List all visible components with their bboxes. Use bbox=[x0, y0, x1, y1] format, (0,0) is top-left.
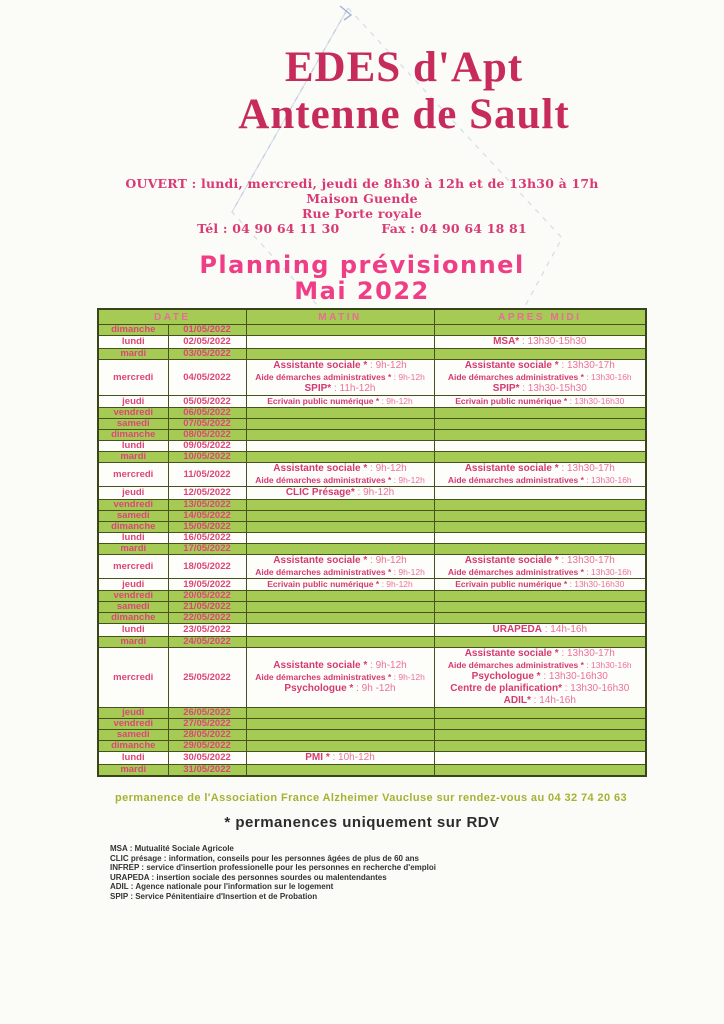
schedule-entry: PMI * : 10h-12h bbox=[305, 752, 375, 763]
header-matin: MATIN bbox=[246, 309, 434, 325]
schedule-entry: CLIC Présage* : 9h-12h bbox=[285, 487, 395, 498]
cell-day: mardi bbox=[98, 765, 168, 777]
cell-day: vendredi bbox=[98, 408, 168, 419]
schedule-entry: ADIL* : 14h-16h bbox=[503, 695, 576, 706]
planning-row bbox=[98, 452, 646, 463]
schedule-entry: Assistante sociale * : 9h-12h bbox=[273, 555, 407, 566]
schedule-entry: Aide démarches administratives * : 9h-12h bbox=[255, 475, 425, 485]
cell-matin bbox=[246, 408, 434, 419]
cell-date: 18/05/2022 bbox=[168, 555, 246, 579]
schedule-entry: MSA* : 13h30-15h30 bbox=[493, 336, 587, 347]
schedule-entry: Aide démarches administratives * : 9h-12h bbox=[255, 372, 425, 382]
cell-apres-midi bbox=[434, 396, 646, 408]
cell-matin bbox=[246, 741, 434, 752]
planning-row bbox=[98, 419, 646, 430]
planning-row bbox=[98, 741, 646, 752]
planning-table-body bbox=[98, 325, 646, 777]
cell-day: mercredi bbox=[98, 360, 168, 396]
cell-apres-midi bbox=[434, 544, 646, 555]
schedule-entry: URAPEDA : 14h-16h bbox=[492, 624, 588, 635]
schedule-entry: Centre de planification* : 13h30-16h30 bbox=[450, 683, 630, 694]
cell-matin bbox=[246, 360, 434, 396]
planning-row bbox=[98, 730, 646, 741]
cell-date: 23/05/2022 bbox=[168, 624, 246, 637]
cell-apres-midi bbox=[434, 613, 646, 624]
cell-day: lundi bbox=[98, 336, 168, 349]
schedule-entry: Ecrivain public numérique * : 9h-12h bbox=[267, 396, 413, 406]
cell-apres-midi bbox=[434, 522, 646, 533]
cell-apres-midi bbox=[434, 730, 646, 741]
header-date: DATE bbox=[98, 309, 246, 325]
schedule-entry: Aide démarches administratives * : 9h-12h bbox=[255, 567, 425, 577]
planning-row bbox=[98, 349, 646, 360]
planning-table bbox=[97, 308, 647, 777]
cell-day: dimanche bbox=[98, 613, 168, 624]
cell-apres-midi bbox=[434, 765, 646, 777]
planning-row bbox=[98, 487, 646, 500]
cell-date: 01/05/2022 bbox=[168, 325, 246, 336]
cell-date: 09/05/2022 bbox=[168, 441, 246, 452]
planning-row bbox=[98, 463, 646, 487]
cell-apres-midi bbox=[434, 637, 646, 648]
cell-matin bbox=[246, 533, 434, 544]
cell-day: mercredi bbox=[98, 463, 168, 487]
schedule-entry: Aide démarches administratives * : 13h30-16h bbox=[447, 475, 632, 485]
planning-row bbox=[98, 602, 646, 613]
planning-row bbox=[98, 752, 646, 765]
cell-apres-midi bbox=[434, 579, 646, 591]
planning-row bbox=[98, 360, 646, 396]
cell-day: mardi bbox=[98, 349, 168, 360]
cell-apres-midi bbox=[434, 441, 646, 452]
cell-apres-midi bbox=[434, 500, 646, 511]
cell-day: mardi bbox=[98, 544, 168, 555]
cell-date: 15/05/2022 bbox=[168, 522, 246, 533]
schedule-entry: Assistante sociale * : 9h-12h bbox=[273, 360, 407, 371]
planning-row bbox=[98, 765, 646, 777]
cell-matin bbox=[246, 396, 434, 408]
planning-row bbox=[98, 336, 646, 349]
cell-apres-midi bbox=[434, 325, 646, 336]
cell-day: samedi bbox=[98, 730, 168, 741]
planning-row bbox=[98, 719, 646, 730]
cell-date: 17/05/2022 bbox=[168, 544, 246, 555]
schedule-entry: Ecrivain public numérique * : 9h-12h bbox=[267, 579, 413, 589]
cell-matin bbox=[246, 648, 434, 708]
cell-matin bbox=[246, 730, 434, 741]
opening-info bbox=[0, 176, 724, 236]
schedule-entry: SPIP* : 11h-12h bbox=[304, 383, 376, 394]
cell-matin bbox=[246, 522, 434, 533]
header-apres-midi: APRES MIDI bbox=[434, 309, 646, 325]
schedule-entry: Aide démarches administratives * : 13h30-16h bbox=[447, 372, 632, 382]
planning-row bbox=[98, 613, 646, 624]
legend-item: ADIL : Agence nationale pour l'information sur le logement bbox=[110, 882, 334, 891]
cell-day: lundi bbox=[98, 752, 168, 765]
title-line-1: EDES d'Apt bbox=[284, 44, 524, 91]
contact-line bbox=[0, 221, 724, 236]
cell-day: mercredi bbox=[98, 648, 168, 708]
cell-day: dimanche bbox=[98, 430, 168, 441]
cell-apres-midi bbox=[434, 452, 646, 463]
cell-day: mercredi bbox=[98, 555, 168, 579]
legend-item: MSA : Mutualité Sociale Agricole bbox=[110, 844, 234, 853]
planning-row bbox=[98, 579, 646, 591]
cell-apres-midi bbox=[434, 648, 646, 708]
cell-date: 30/05/2022 bbox=[168, 752, 246, 765]
schedule-entry: Assistante sociale * : 13h30-17h bbox=[464, 360, 615, 371]
cell-matin bbox=[246, 430, 434, 441]
cell-day: jeudi bbox=[98, 487, 168, 500]
address-line-1: Maison Guende bbox=[306, 191, 418, 206]
planning-row bbox=[98, 555, 646, 579]
planning-row bbox=[98, 396, 646, 408]
cell-apres-midi bbox=[434, 752, 646, 765]
planning-row bbox=[98, 430, 646, 441]
cell-matin bbox=[246, 719, 434, 730]
cell-matin bbox=[246, 613, 434, 624]
cell-matin bbox=[246, 579, 434, 591]
cell-matin bbox=[246, 463, 434, 487]
planning-row bbox=[98, 325, 646, 336]
schedule-entry: Aide démarches administratives * : 13h30-16h bbox=[447, 567, 632, 577]
cell-matin bbox=[246, 752, 434, 765]
schedule-entry: Psychologue * : 13h30-16h30 bbox=[471, 671, 608, 682]
cell-apres-midi bbox=[434, 741, 646, 752]
planning-row bbox=[98, 624, 646, 637]
cell-date: 24/05/2022 bbox=[168, 637, 246, 648]
cell-date: 14/05/2022 bbox=[168, 511, 246, 522]
schedule-entry: Assistante sociale * : 13h30-17h bbox=[464, 648, 615, 659]
planning-title: Planning prévisionnel bbox=[199, 251, 525, 279]
schedule-entry: Aide démarches administratives * : 9h-12h bbox=[255, 672, 425, 682]
cell-day: samedi bbox=[98, 511, 168, 522]
planning-row bbox=[98, 637, 646, 648]
cell-date: 25/05/2022 bbox=[168, 648, 246, 708]
address-line-2: Rue Porte royale bbox=[301, 206, 423, 221]
opening-hours: OUVERT : lundi, mercredi, jeudi de 8h30 à 12h et de 13h30 à 17h bbox=[125, 176, 599, 191]
planning-title-block bbox=[0, 252, 724, 304]
planning-row bbox=[98, 708, 646, 719]
cell-apres-midi bbox=[434, 430, 646, 441]
cell-date: 20/05/2022 bbox=[168, 591, 246, 602]
cell-date: 06/05/2022 bbox=[168, 408, 246, 419]
table-header-row bbox=[98, 309, 646, 325]
cell-matin bbox=[246, 511, 434, 522]
cell-day: jeudi bbox=[98, 708, 168, 719]
cell-matin bbox=[246, 708, 434, 719]
cell-date: 12/05/2022 bbox=[168, 487, 246, 500]
schedule-entry: Assistante sociale * : 13h30-17h bbox=[464, 463, 615, 474]
cell-matin bbox=[246, 336, 434, 349]
cell-day: dimanche bbox=[98, 741, 168, 752]
cell-day: vendredi bbox=[98, 500, 168, 511]
cell-date: 04/05/2022 bbox=[168, 360, 246, 396]
legend-item: URAPEDA : insertion sociale des personnes sourdes ou malentendantes bbox=[110, 872, 387, 882]
cell-matin bbox=[246, 765, 434, 777]
cell-day: samedi bbox=[98, 419, 168, 430]
cell-date: 11/05/2022 bbox=[168, 463, 246, 487]
schedule-entry: Ecrivain public numérique * : 13h30-16h30 bbox=[455, 579, 625, 589]
cell-apres-midi bbox=[434, 708, 646, 719]
cell-date: 21/05/2022 bbox=[168, 602, 246, 613]
rdv-note: * permanences uniquement sur RDV bbox=[224, 814, 500, 831]
planning-row bbox=[98, 533, 646, 544]
legend-item: INFREP : service d'insertion professionelle pour les personnes en recherche d'emploi bbox=[110, 863, 436, 872]
planning-row bbox=[98, 408, 646, 419]
cell-apres-midi bbox=[434, 533, 646, 544]
cell-apres-midi bbox=[434, 555, 646, 579]
cell-day: mardi bbox=[98, 637, 168, 648]
document-title bbox=[42, 44, 724, 138]
cell-matin bbox=[246, 591, 434, 602]
planning-row bbox=[98, 522, 646, 533]
cell-date: 10/05/2022 bbox=[168, 452, 246, 463]
cell-date: 03/05/2022 bbox=[168, 349, 246, 360]
cell-date: 27/05/2022 bbox=[168, 719, 246, 730]
schedule-entry: Aide démarches administratives * : 13h30-16h bbox=[447, 660, 632, 670]
planning-row bbox=[98, 500, 646, 511]
title-line-2: Antenne de Sault bbox=[238, 91, 570, 138]
cell-matin bbox=[246, 555, 434, 579]
schedule-entry: Assistante sociale * : 13h30-17h bbox=[464, 555, 615, 566]
schedule-entry: Ecrivain public numérique * : 13h30-16h30 bbox=[455, 396, 625, 406]
cell-matin bbox=[246, 452, 434, 463]
planning-row bbox=[98, 441, 646, 452]
cell-apres-midi bbox=[434, 602, 646, 613]
cell-date: 28/05/2022 bbox=[168, 730, 246, 741]
cell-day: mardi bbox=[98, 452, 168, 463]
schedule-entry: Assistante sociale * : 9h-12h bbox=[273, 660, 407, 671]
schedule-entry: Psychologue * : 9h -12h bbox=[284, 683, 396, 694]
cell-matin bbox=[246, 624, 434, 637]
cell-matin bbox=[246, 325, 434, 336]
cell-apres-midi bbox=[434, 360, 646, 396]
cell-day: dimanche bbox=[98, 325, 168, 336]
cell-day: vendredi bbox=[98, 719, 168, 730]
cell-date: 02/05/2022 bbox=[168, 336, 246, 349]
cell-apres-midi bbox=[434, 349, 646, 360]
cell-apres-midi bbox=[434, 419, 646, 430]
planning-row bbox=[98, 648, 646, 708]
cell-day: jeudi bbox=[98, 579, 168, 591]
planning-month: Mai 2022 bbox=[294, 277, 430, 305]
cell-apres-midi bbox=[434, 408, 646, 419]
cell-matin bbox=[246, 349, 434, 360]
cell-matin bbox=[246, 487, 434, 500]
cell-apres-midi bbox=[434, 463, 646, 487]
cell-day: vendredi bbox=[98, 591, 168, 602]
cell-date: 31/05/2022 bbox=[168, 765, 246, 777]
cell-date: 13/05/2022 bbox=[168, 500, 246, 511]
cell-date: 29/05/2022 bbox=[168, 741, 246, 752]
legend bbox=[110, 844, 436, 901]
cell-matin bbox=[246, 544, 434, 555]
cell-apres-midi bbox=[434, 719, 646, 730]
cell-day: dimanche bbox=[98, 522, 168, 533]
cell-day: lundi bbox=[98, 624, 168, 637]
schedule-entry: Assistante sociale * : 9h-12h bbox=[273, 463, 407, 474]
cell-day: samedi bbox=[98, 602, 168, 613]
cell-matin bbox=[246, 500, 434, 511]
schedule-entry: SPIP* : 13h30-15h30 bbox=[492, 383, 587, 394]
cell-matin bbox=[246, 419, 434, 430]
cell-date: 16/05/2022 bbox=[168, 533, 246, 544]
cell-apres-midi bbox=[434, 591, 646, 602]
alzheimer-note: permanence de l'Association France Alzheimer Vaucluse sur rendez-vous au 04 32 74 20 63 bbox=[114, 792, 628, 804]
phone-number: Tél : 04 90 64 11 30 bbox=[197, 221, 340, 236]
cell-day: lundi bbox=[98, 533, 168, 544]
cell-date: 08/05/2022 bbox=[168, 430, 246, 441]
cell-date: 07/05/2022 bbox=[168, 419, 246, 430]
cell-matin bbox=[246, 441, 434, 452]
legend-item: SPIP : Service Pénitentiaire d'Insertion et de Probation bbox=[110, 891, 318, 901]
legend-item: CLIC présage : information, conseils pour les personnes âgées de plus de 60 ans bbox=[110, 853, 419, 863]
cell-matin bbox=[246, 637, 434, 648]
cell-day: jeudi bbox=[98, 396, 168, 408]
cell-date: 26/05/2022 bbox=[168, 708, 246, 719]
cell-date: 22/05/2022 bbox=[168, 613, 246, 624]
planning-row bbox=[98, 591, 646, 602]
planning-row bbox=[98, 544, 646, 555]
cell-apres-midi bbox=[434, 624, 646, 637]
fax-number: Fax : 04 90 64 18 81 bbox=[381, 221, 527, 236]
cell-matin bbox=[246, 602, 434, 613]
planning-row bbox=[98, 511, 646, 522]
cell-apres-midi bbox=[434, 336, 646, 349]
cell-day: lundi bbox=[98, 441, 168, 452]
cell-date: 05/05/2022 bbox=[168, 396, 246, 408]
cell-apres-midi bbox=[434, 511, 646, 522]
cell-apres-midi bbox=[434, 487, 646, 500]
cell-date: 19/05/2022 bbox=[168, 579, 246, 591]
